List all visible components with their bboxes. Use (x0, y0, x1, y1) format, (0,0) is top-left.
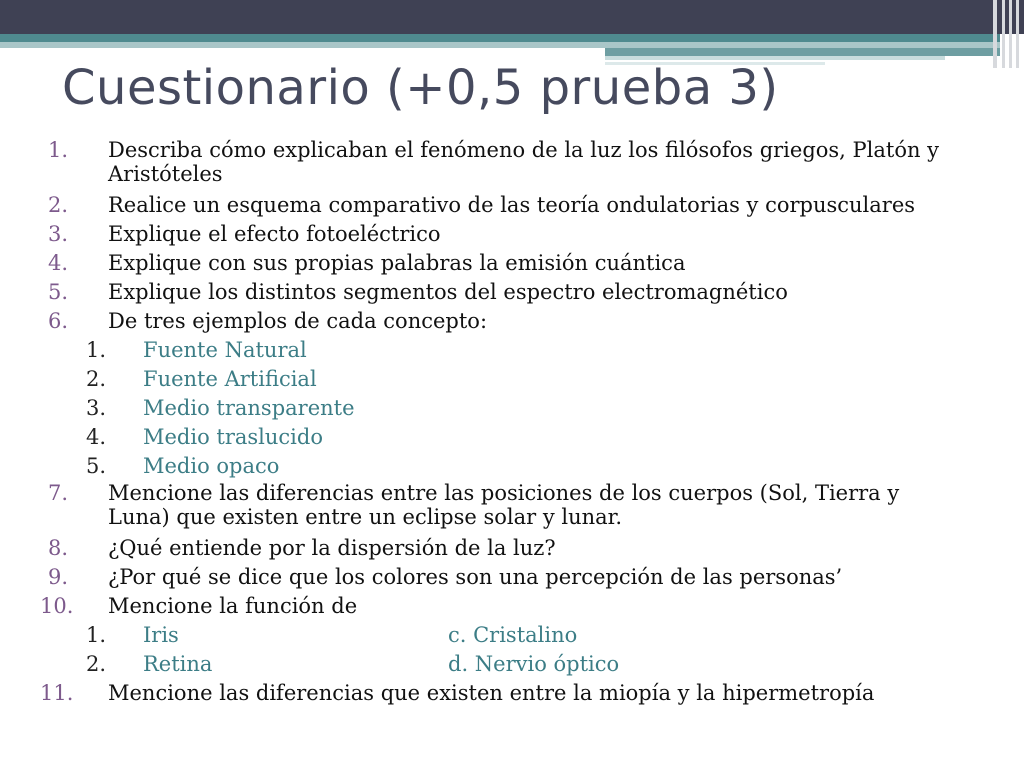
item-text: Explique con sus propias palabras la emisión cuántica (108, 251, 686, 275)
sub-item-number: 2. (86, 367, 107, 391)
sub-item-col2: c. Cristalino (448, 623, 578, 647)
list-item (0, 534, 1000, 563)
sub-item-number: 1. (86, 623, 107, 647)
sub-item-number: 2. (86, 652, 107, 676)
sub-list-item (0, 365, 1000, 394)
sub-list-item (0, 423, 1000, 452)
sub-item-number: 5. (86, 454, 107, 478)
sub-list-item (0, 452, 1000, 481)
item-text: Explique los distintos segmentos del espectro electromagnético (108, 280, 788, 304)
list-item (0, 220, 1000, 249)
item-number: 10. (40, 594, 74, 618)
item-number: 8. (48, 536, 69, 560)
list-item (0, 138, 1000, 186)
list-item (0, 592, 1000, 621)
item-number: 1. (48, 138, 69, 162)
sub-item-text: Medio transparente (143, 396, 355, 420)
sub-item-text: Medio opaco (143, 454, 280, 478)
list-item (0, 307, 1000, 336)
item-number: 9. (48, 565, 69, 589)
sub-item-text: Retina (143, 652, 213, 676)
sub-item-text: Medio traslucido (143, 425, 323, 449)
page-title: Cuestionario (+0,5 prueba 3) (62, 60, 779, 116)
item-number: 7. (48, 481, 69, 505)
sub-list-item (0, 394, 1000, 423)
item-text: Mencione las diferencias entre las posiciones de los cuerpos (Sol, Tierra y (108, 481, 900, 505)
list-item (0, 191, 1000, 220)
item-text: De tres ejemplos de cada concepto: (108, 309, 488, 333)
item-number: 3. (48, 222, 69, 246)
sub-item-col2: d. Nervio óptico (448, 652, 620, 676)
item-number: 4. (48, 251, 69, 275)
sub-item-number: 3. (86, 396, 107, 420)
decor-bar (993, 0, 997, 68)
sub-list-item (0, 336, 1000, 365)
header-bar (0, 0, 1024, 34)
decor-bar (1009, 0, 1012, 68)
list-item (0, 278, 1000, 307)
list-item (0, 563, 1000, 592)
sub-item-number: 4. (86, 425, 107, 449)
item-number: 5. (48, 280, 69, 304)
item-number: 2. (48, 193, 69, 217)
list-item (0, 679, 1000, 708)
item-text: Realice un esquema comparativo de las teoría ondulatorias y corpusculares (108, 193, 916, 217)
list-item (0, 481, 1000, 529)
item-text: Mencione la función de (108, 594, 358, 618)
item-number: 11. (40, 681, 74, 705)
decor-bar (1002, 0, 1005, 68)
item-text: ¿Qué entiende por la dispersión de la luz? (108, 536, 556, 560)
sub-item-number: 1. (86, 338, 107, 362)
item-text: ¿Por qué se dice que los colores son una percepción de las personas’ (108, 565, 843, 589)
sub-item-text: Iris (143, 623, 179, 647)
item-text-cont: Aristóteles (108, 162, 223, 186)
question-list (0, 138, 1000, 708)
item-text: Mencione las diferencias que existen entre la miopía y la hipermetropía (108, 681, 875, 705)
item-text: Explique el efecto fotoeléctrico (108, 222, 441, 246)
accent-stripe (0, 34, 1000, 42)
list-item (0, 249, 1000, 278)
item-number: 6. (48, 309, 69, 333)
decor-bar (1016, 0, 1019, 68)
sub-item-text: Fuente Natural (143, 338, 307, 362)
sub-list-item (0, 621, 1000, 650)
accent-stripe (605, 48, 1000, 56)
item-text-cont: Luna) que existen entre un eclipse solar y lunar. (108, 505, 623, 529)
sub-item-text: Fuente Artificial (143, 367, 317, 391)
sub-list-item (0, 650, 1000, 679)
item-text: Describa cómo explicaban el fenómeno de la luz los filósofos griegos, Platón y (108, 138, 940, 162)
